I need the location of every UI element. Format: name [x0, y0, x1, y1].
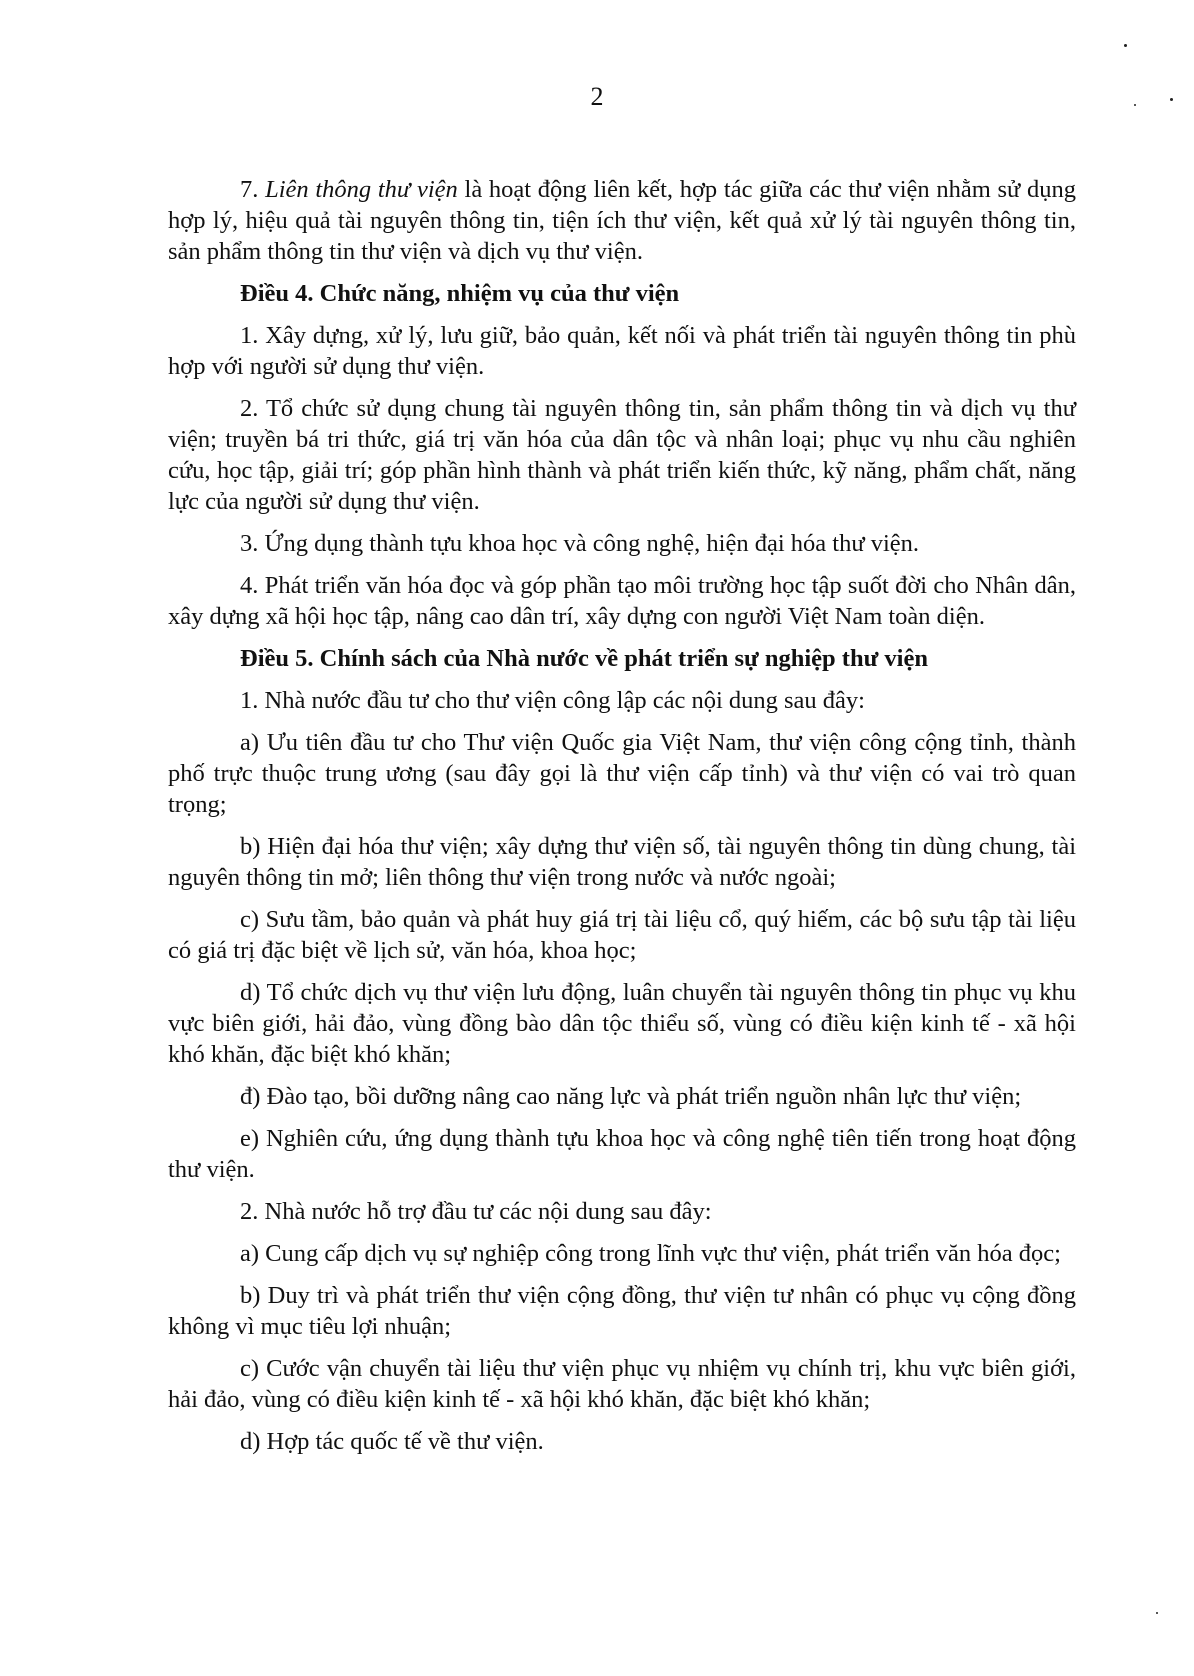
article-5-clause-2c: c) Cước vận chuyển tài liệu thư viện phục vụ nhiệm vụ chính trị, khu vực biên giới, hải đảo, vùng có điều kiện kinh tế - xã hội khó khăn, đặc biệt khó khăn;	[168, 1355, 1076, 1413]
paragraph-7-definition	[168, 174, 1076, 267]
scan-speck	[1124, 44, 1127, 47]
article-5-clause-1e: e) Nghiên cứu, ứng dụng thành tựu khoa học và công nghệ tiên tiến trong hoạt động thư viện.	[168, 1125, 1076, 1183]
article-5-clause-1b: b) Hiện đại hóa thư viện; xây dựng thư viện số, tài nguyên thông tin dùng chung, tài nguyên thông tin mở; liên thông thư viện trong nước và nước ngoài;	[168, 833, 1076, 891]
scan-speck	[1170, 98, 1173, 101]
article-5-clause-1a: a) Ưu tiên đầu tư cho Thư viện Quốc gia Việt Nam, thư viện công cộng tỉnh, thành phố trực thuộc trung ương (sau đây gọi là thư viện cấp tỉnh) và thư viện có vai trò quan trọng;	[168, 729, 1076, 818]
paragraph-lead: 7.	[240, 176, 266, 203]
article-5-clause-2a: a) Cung cấp dịch vụ sự nghiệp công trong lĩnh vực thư viện, phát triển văn hóa đọc;	[240, 1240, 1061, 1267]
article-5-clause-1dd: đ) Đào tạo, bồi dưỡng nâng cao năng lực và phát triển nguồn nhân lực thư viện;	[240, 1083, 1022, 1110]
article-5-clause-1c: c) Sưu tầm, bảo quản và phát huy giá trị tài liệu cổ, quý hiếm, các bộ sưu tập tài liệu có giá trị đặc biệt về lịch sử, văn hóa, khoa học;	[168, 906, 1076, 964]
article-5-clause-2b: b) Duy trì và phát triển thư viện cộng đồng, thư viện tư nhân có phục vụ cộng đồng không vì mục tiêu lợi nhuận;	[168, 1282, 1076, 1340]
article-5-clause-2d: d) Hợp tác quốc tế về thư viện.	[240, 1428, 544, 1455]
article-4-clause-2: 2. Tổ chức sử dụng chung tài nguyên thông tin, sản phẩm thông tin và dịch vụ thư viện; truyền bá tri thức, giá trị văn hóa của dân tộc và nhân loại; phục vụ nhu cầu nghiên cứu, học tập, giải trí; góp phần hình thành và phát triển kiến thức, kỹ năng, phẩm chất, năng lực của người sử dụng thư viện.	[168, 395, 1076, 515]
article-4-clause-3: 3. Ứng dụng thành tựu khoa học và công nghệ, hiện đại hóa thư viện.	[240, 530, 920, 557]
document-body	[168, 174, 1076, 1468]
page-number: 2	[590, 82, 604, 111]
article-5-clause-1d: d) Tổ chức dịch vụ thư viện lưu động, luân chuyển tài nguyên thông tin phục vụ khu vực biên giới, hải đảo, vùng đồng bào dân tộc thiểu số, vùng có điều kiện kinh tế - xã hội khó khăn, đặc biệt khó khăn;	[168, 979, 1076, 1068]
article-5-heading: Điều 5. Chính sách của Nhà nước về phát triển sự nghiệp thư viện	[240, 645, 928, 672]
scan-speck	[1134, 104, 1136, 106]
defined-term: Liên thông thư viện	[265, 176, 458, 203]
article-4-clause-1: 1. Xây dựng, xử lý, lưu giữ, bảo quản, kết nối và phát triển tài nguyên thông tin phù hợp với người sử dụng thư viện.	[168, 322, 1076, 380]
scan-speck	[1156, 1612, 1158, 1614]
paragraph-text: là hoạt động liên kết, hợp tác giữa các thư viện nhằm sử dụng hợp lý, hiệu quả tài nguyên thông tin, tiện ích thư viện, kết quả xử lý tài nguyên thông tin, sản phẩm thông tin thư viện và dịch vụ thư viện.	[168, 176, 1077, 265]
article-4-clause-4: 4. Phát triển văn hóa đọc và góp phần tạo môi trường học tập suốt đời cho Nhân dân, xây dựng xã hội học tập, nâng cao dân trí, xây dựng con người Việt Nam toàn diện.	[168, 572, 1076, 630]
article-5-clause-2: 2. Nhà nước hỗ trợ đầu tư các nội dung sau đây:	[240, 1198, 712, 1225]
article-5-clause-1: 1. Nhà nước đầu tư cho thư viện công lập các nội dung sau đây:	[240, 687, 865, 714]
article-4-heading: Điều 4. Chức năng, nhiệm vụ của thư viện	[240, 280, 680, 307]
